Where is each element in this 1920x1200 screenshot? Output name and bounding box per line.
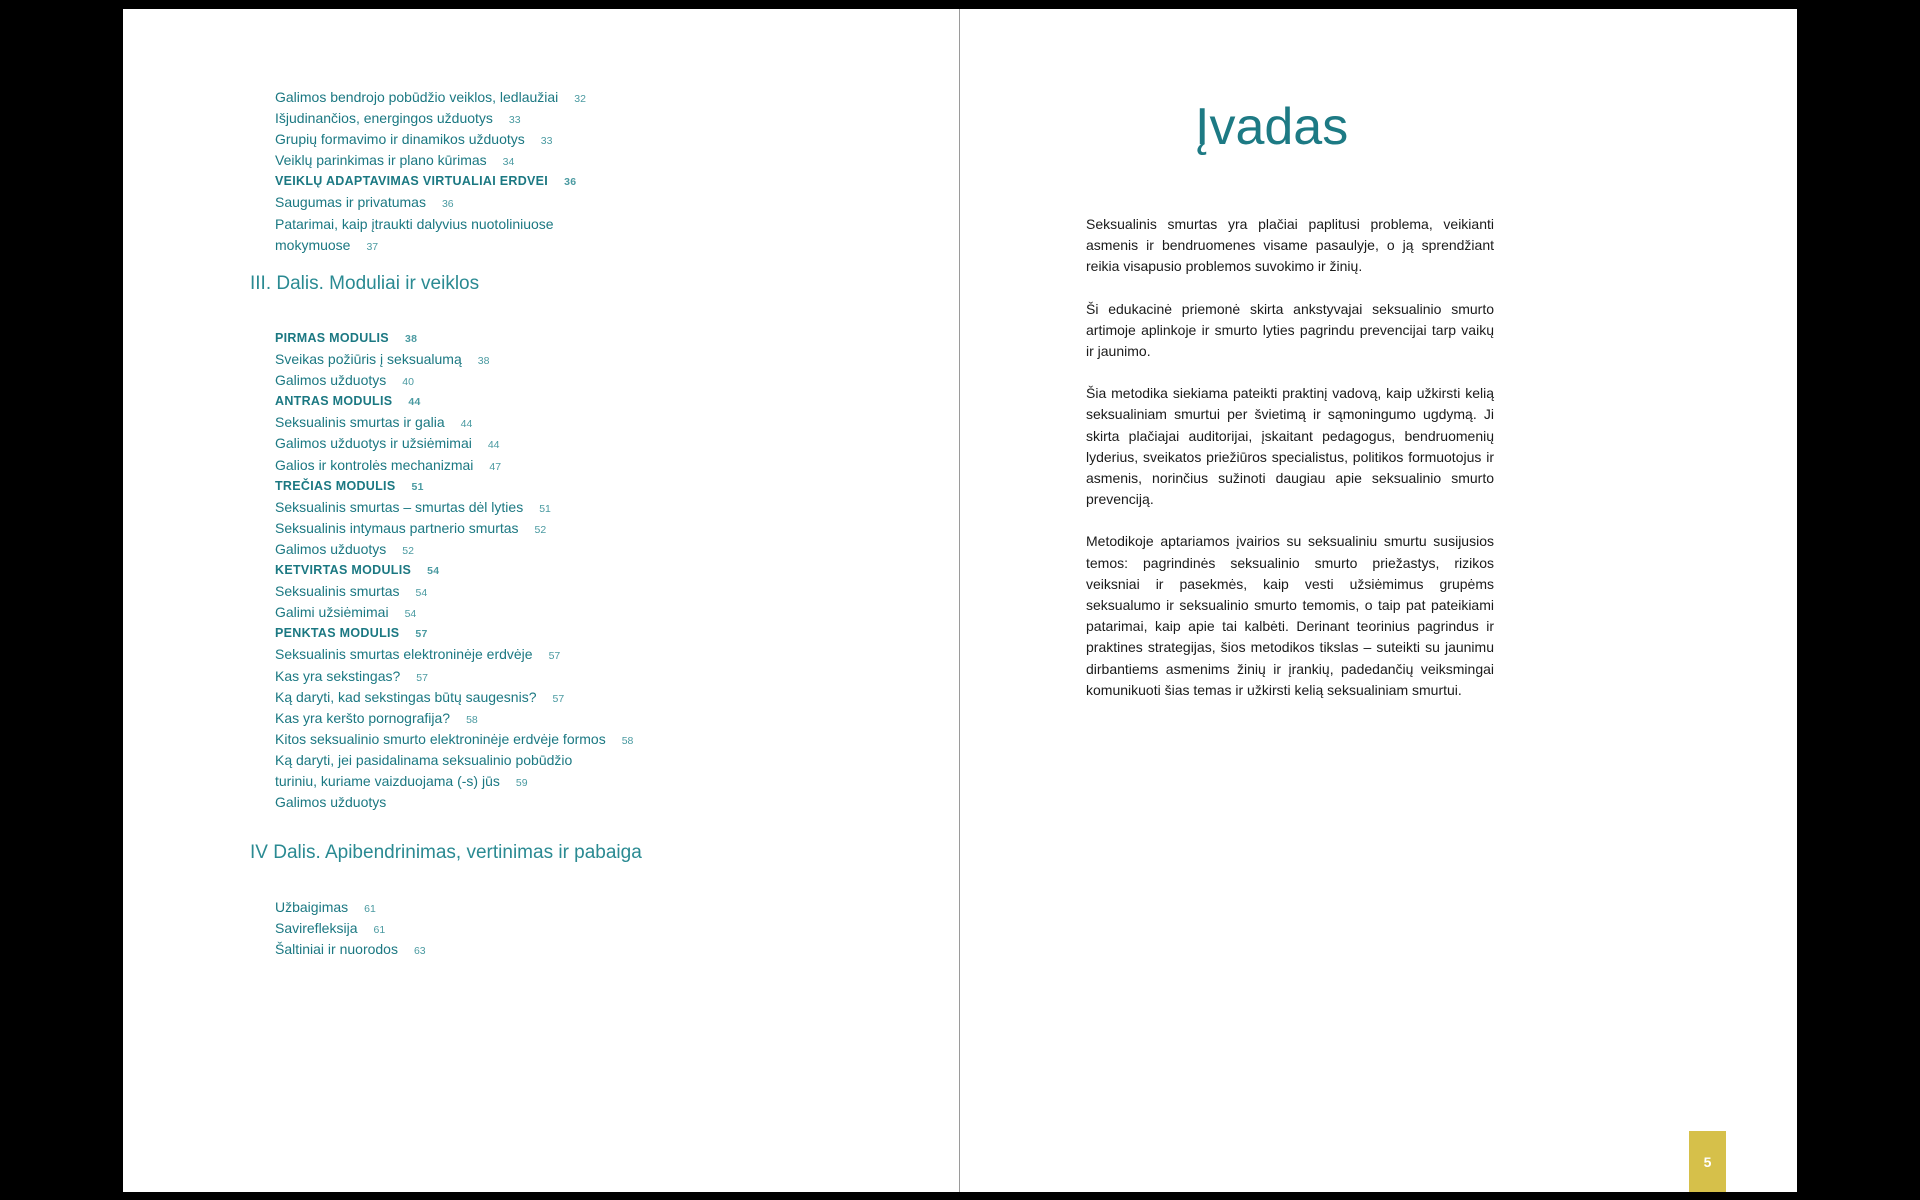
toc-entry xyxy=(275,918,426,939)
toc-entry xyxy=(275,897,426,918)
toc-entry-label: Seksualinis smurtas – smurtas dėl lyties xyxy=(275,498,524,515)
toc-entry xyxy=(275,939,426,960)
toc-section-entry xyxy=(275,171,586,192)
toc-entry-label: Galimi užsiėmimai xyxy=(275,604,389,621)
toc-part4-block xyxy=(275,897,426,960)
toc-entry xyxy=(275,370,633,391)
toc-page-number: 63 xyxy=(413,945,426,958)
toc-entry-label: Kas yra keršto pornografija? xyxy=(275,709,451,726)
toc-page-number: 59 xyxy=(515,776,528,789)
toc-page-number: 54 xyxy=(404,608,417,621)
toc-page-number: 44 xyxy=(487,439,500,452)
toc-entry-label: Seksualinis intymaus partnerio smurtas xyxy=(275,519,519,536)
toc-page-number: 57 xyxy=(548,650,561,663)
toc-entry xyxy=(275,455,633,476)
toc-entry-label: ANTRAS MODULIS xyxy=(275,394,393,409)
toc-entry-label: Užbaigimas xyxy=(275,899,349,915)
toc-entry-wrapped-line1 xyxy=(275,750,633,771)
toc-entry xyxy=(275,581,633,602)
toc-entry xyxy=(275,602,633,623)
toc-entry xyxy=(275,518,633,539)
toc-entry-label: Šaltiniai ir nuorodos xyxy=(275,941,398,958)
intro-paragraph: Šia metodika siekiama pateikti praktinį vadovą, kaip užkirsti kelią seksualiniam smurtui per švietimą ir sąmoningumo ugdymą. Ji skirta plačiajai auditorijai, įskaitant pedagogus, bendruomenių lyderius, sveikatos priežiūros specialistus, politikos formuotojus ir asmenis, norinčius sužinoti daugiau apie seksualinio smurto prevenciją. xyxy=(1086,385,1494,508)
toc-entry xyxy=(275,687,633,708)
toc-page-number: 61 xyxy=(373,924,386,937)
toc-entry-label: Kitos seksualinio smurto elektroninėje erdvėje formos xyxy=(275,730,606,747)
toc-page-number: 61 xyxy=(364,903,376,915)
toc-page-number: 54 xyxy=(427,565,440,578)
toc-page-number: 58 xyxy=(621,734,634,747)
toc-entry-label: mokymuose xyxy=(275,236,351,253)
toc-page-number: 57 xyxy=(552,692,565,705)
toc-entry xyxy=(275,644,633,665)
toc-entry-label: Kas yra sekstingas? xyxy=(275,667,401,684)
toc-entry-label: KETVIRTAS MODULIS xyxy=(275,563,412,578)
toc-page-number: 47 xyxy=(489,460,502,473)
toc-page-number: 40 xyxy=(402,376,414,389)
toc-page-number: 34 xyxy=(502,156,515,169)
toc-entry-label: Patarimai, kaip įtraukti dalyvius nuotoliniuose xyxy=(275,215,554,232)
toc-top-block xyxy=(275,87,586,256)
book-spread xyxy=(123,9,1797,1192)
toc-page-number: 52 xyxy=(534,523,547,536)
toc-part4-heading: IV Dalis. Apibendrinimas, vertinimas ir pabaiga xyxy=(250,842,642,863)
toc-page-number: 36 xyxy=(441,198,454,211)
intro-paragraph: Ši edukacinė priemonė skirta ankstyvajai seksualinio smurto artimoje aplinkoje ir smurto lyties pagrindu prevencijai tarp vaikų ir jaunimo. xyxy=(1086,300,1494,360)
page-title: Įvadas xyxy=(1195,98,1349,156)
toc-entry-label: Saugumas ir privatumas xyxy=(275,194,426,211)
toc-page-number: 54 xyxy=(415,587,428,600)
toc-entry-label: turiniu, kuriame vaizduojama (-s) jūs xyxy=(275,772,500,789)
toc-entry-label: Galimos užduotys xyxy=(275,540,387,557)
toc-entry xyxy=(275,433,633,454)
page-gutter xyxy=(959,9,960,1192)
toc-entry xyxy=(275,729,633,750)
toc-entry xyxy=(275,792,633,813)
intro-body xyxy=(1086,214,1494,722)
toc-entry xyxy=(275,708,633,729)
toc-entry xyxy=(275,108,586,129)
intro-paragraph: Metodikoje aptariamos įvairios su seksualiniu smurtu susijusios temos: pagrindinės seksualinio smurto priežastys, rizikos veiksniai ir pasekmės, kaip vesti užsiėmimus grupėms seksualumo ir seksualinio smurto temomis, o taip pat pateikiami patarimai, kaip apie tai kalbėti. Derinant teorinius pagrindus ir praktines strategijas, šios metodikos tikslas – suteikti su jaunimu dirbantiems asmenims žinių ir įrankių, padedančių veiksmingai komunikuoti šias temas ir užkirsti kelią seksualiniam smurtui. xyxy=(1086,533,1494,698)
toc-entry-wrapped-line1 xyxy=(275,214,586,235)
toc-module-entry xyxy=(275,560,633,581)
toc-page-number: 57 xyxy=(416,671,428,684)
toc-entry-label: VEIKLŲ ADAPTAVIMAS VIRTUALIAI ERDVEI xyxy=(275,174,549,189)
toc-entry-label: PENKTAS MODULIS xyxy=(275,626,400,641)
toc-entry xyxy=(275,412,633,433)
intro-paragraph: Seksualinis smurtas yra plačiai paplitusi problema, veikianti asmenis ir bendruomenes visame pasaulyje, o ją sprendžiant reikia visapusio problemos suvokimo ir žinių. xyxy=(1086,216,1494,275)
toc-entry-label: Seksualinis smurtas elektroninėje erdvėje xyxy=(275,646,533,663)
toc-module-entry xyxy=(275,328,633,349)
toc-module-entry xyxy=(275,391,633,412)
toc-entry xyxy=(275,497,633,518)
toc-entry xyxy=(275,150,586,171)
toc-entry-label: Galimos užduotys ir užsiėmimai xyxy=(275,435,472,452)
toc-entry-label: Galimos užduotys xyxy=(275,372,387,389)
toc-page-number: 33 xyxy=(508,114,521,127)
toc-entry xyxy=(275,539,633,560)
toc-entry-label: Galios ir kontrolės mechanizmai xyxy=(275,456,474,473)
toc-entry-label: Galimos bendrojo pobūdžio veiklos, ledlaužiai xyxy=(275,89,559,105)
toc-page-number: 33 xyxy=(540,135,553,148)
toc-entry-label: Seksualinis smurtas xyxy=(275,583,400,600)
toc-entry-label: TREČIAS MODULIS xyxy=(275,478,396,493)
page-number-badge: 5 xyxy=(1689,1131,1726,1192)
toc-entry-wrapped-line2 xyxy=(275,771,633,792)
toc-page-number: 36 xyxy=(564,176,577,189)
toc-entry-label: Seksualinis smurtas ir galia xyxy=(275,414,445,431)
toc-page-number: 52 xyxy=(402,544,414,557)
toc-entry xyxy=(275,129,586,150)
toc-page-number: 32 xyxy=(574,93,586,105)
toc-entry-label: Ką daryti, jei pasidalinama seksualinio pobūdžio xyxy=(275,751,573,768)
toc-page-number: 51 xyxy=(411,480,424,493)
toc-entry xyxy=(275,87,586,108)
toc-page-number: 58 xyxy=(466,713,478,726)
toc-entry-wrapped-line2 xyxy=(275,235,586,256)
toc-module-entry xyxy=(275,623,633,644)
toc-module-entry xyxy=(275,476,633,497)
toc-page-number: 57 xyxy=(415,628,428,641)
toc-page-number: 38 xyxy=(477,355,490,368)
toc-entry-label: Galimos užduotys xyxy=(275,794,387,811)
toc-page-number: 51 xyxy=(539,502,551,515)
toc-page-number: 44 xyxy=(460,418,473,431)
toc-entry-label: Išjudinančios, energingos užduotys xyxy=(275,110,493,127)
toc-entry-label: Sveikas požiūris į seksualumą xyxy=(275,351,462,368)
toc-page-number: 44 xyxy=(408,396,421,409)
toc-entry-label: PIRMAS MODULIS xyxy=(275,331,389,345)
toc-entry xyxy=(275,666,633,687)
toc-part3-heading: III. Dalis. Moduliai ir veiklos xyxy=(250,273,480,294)
toc-entry-label: Ką daryti, kad sekstingas būtų saugesnis? xyxy=(275,688,537,705)
toc-entry xyxy=(275,192,586,213)
toc-page-number: 37 xyxy=(366,240,379,253)
toc-entry-label: Grupių formavimo ir dinamikos užduotys xyxy=(275,131,525,148)
toc-part3-block xyxy=(275,328,633,813)
toc-entry-label: Veiklų parinkimas ir plano kūrimas xyxy=(275,152,487,169)
toc-entry xyxy=(275,349,633,370)
toc-entry-label: Savirefleksija xyxy=(275,920,358,937)
toc-page-number: 38 xyxy=(404,333,418,345)
